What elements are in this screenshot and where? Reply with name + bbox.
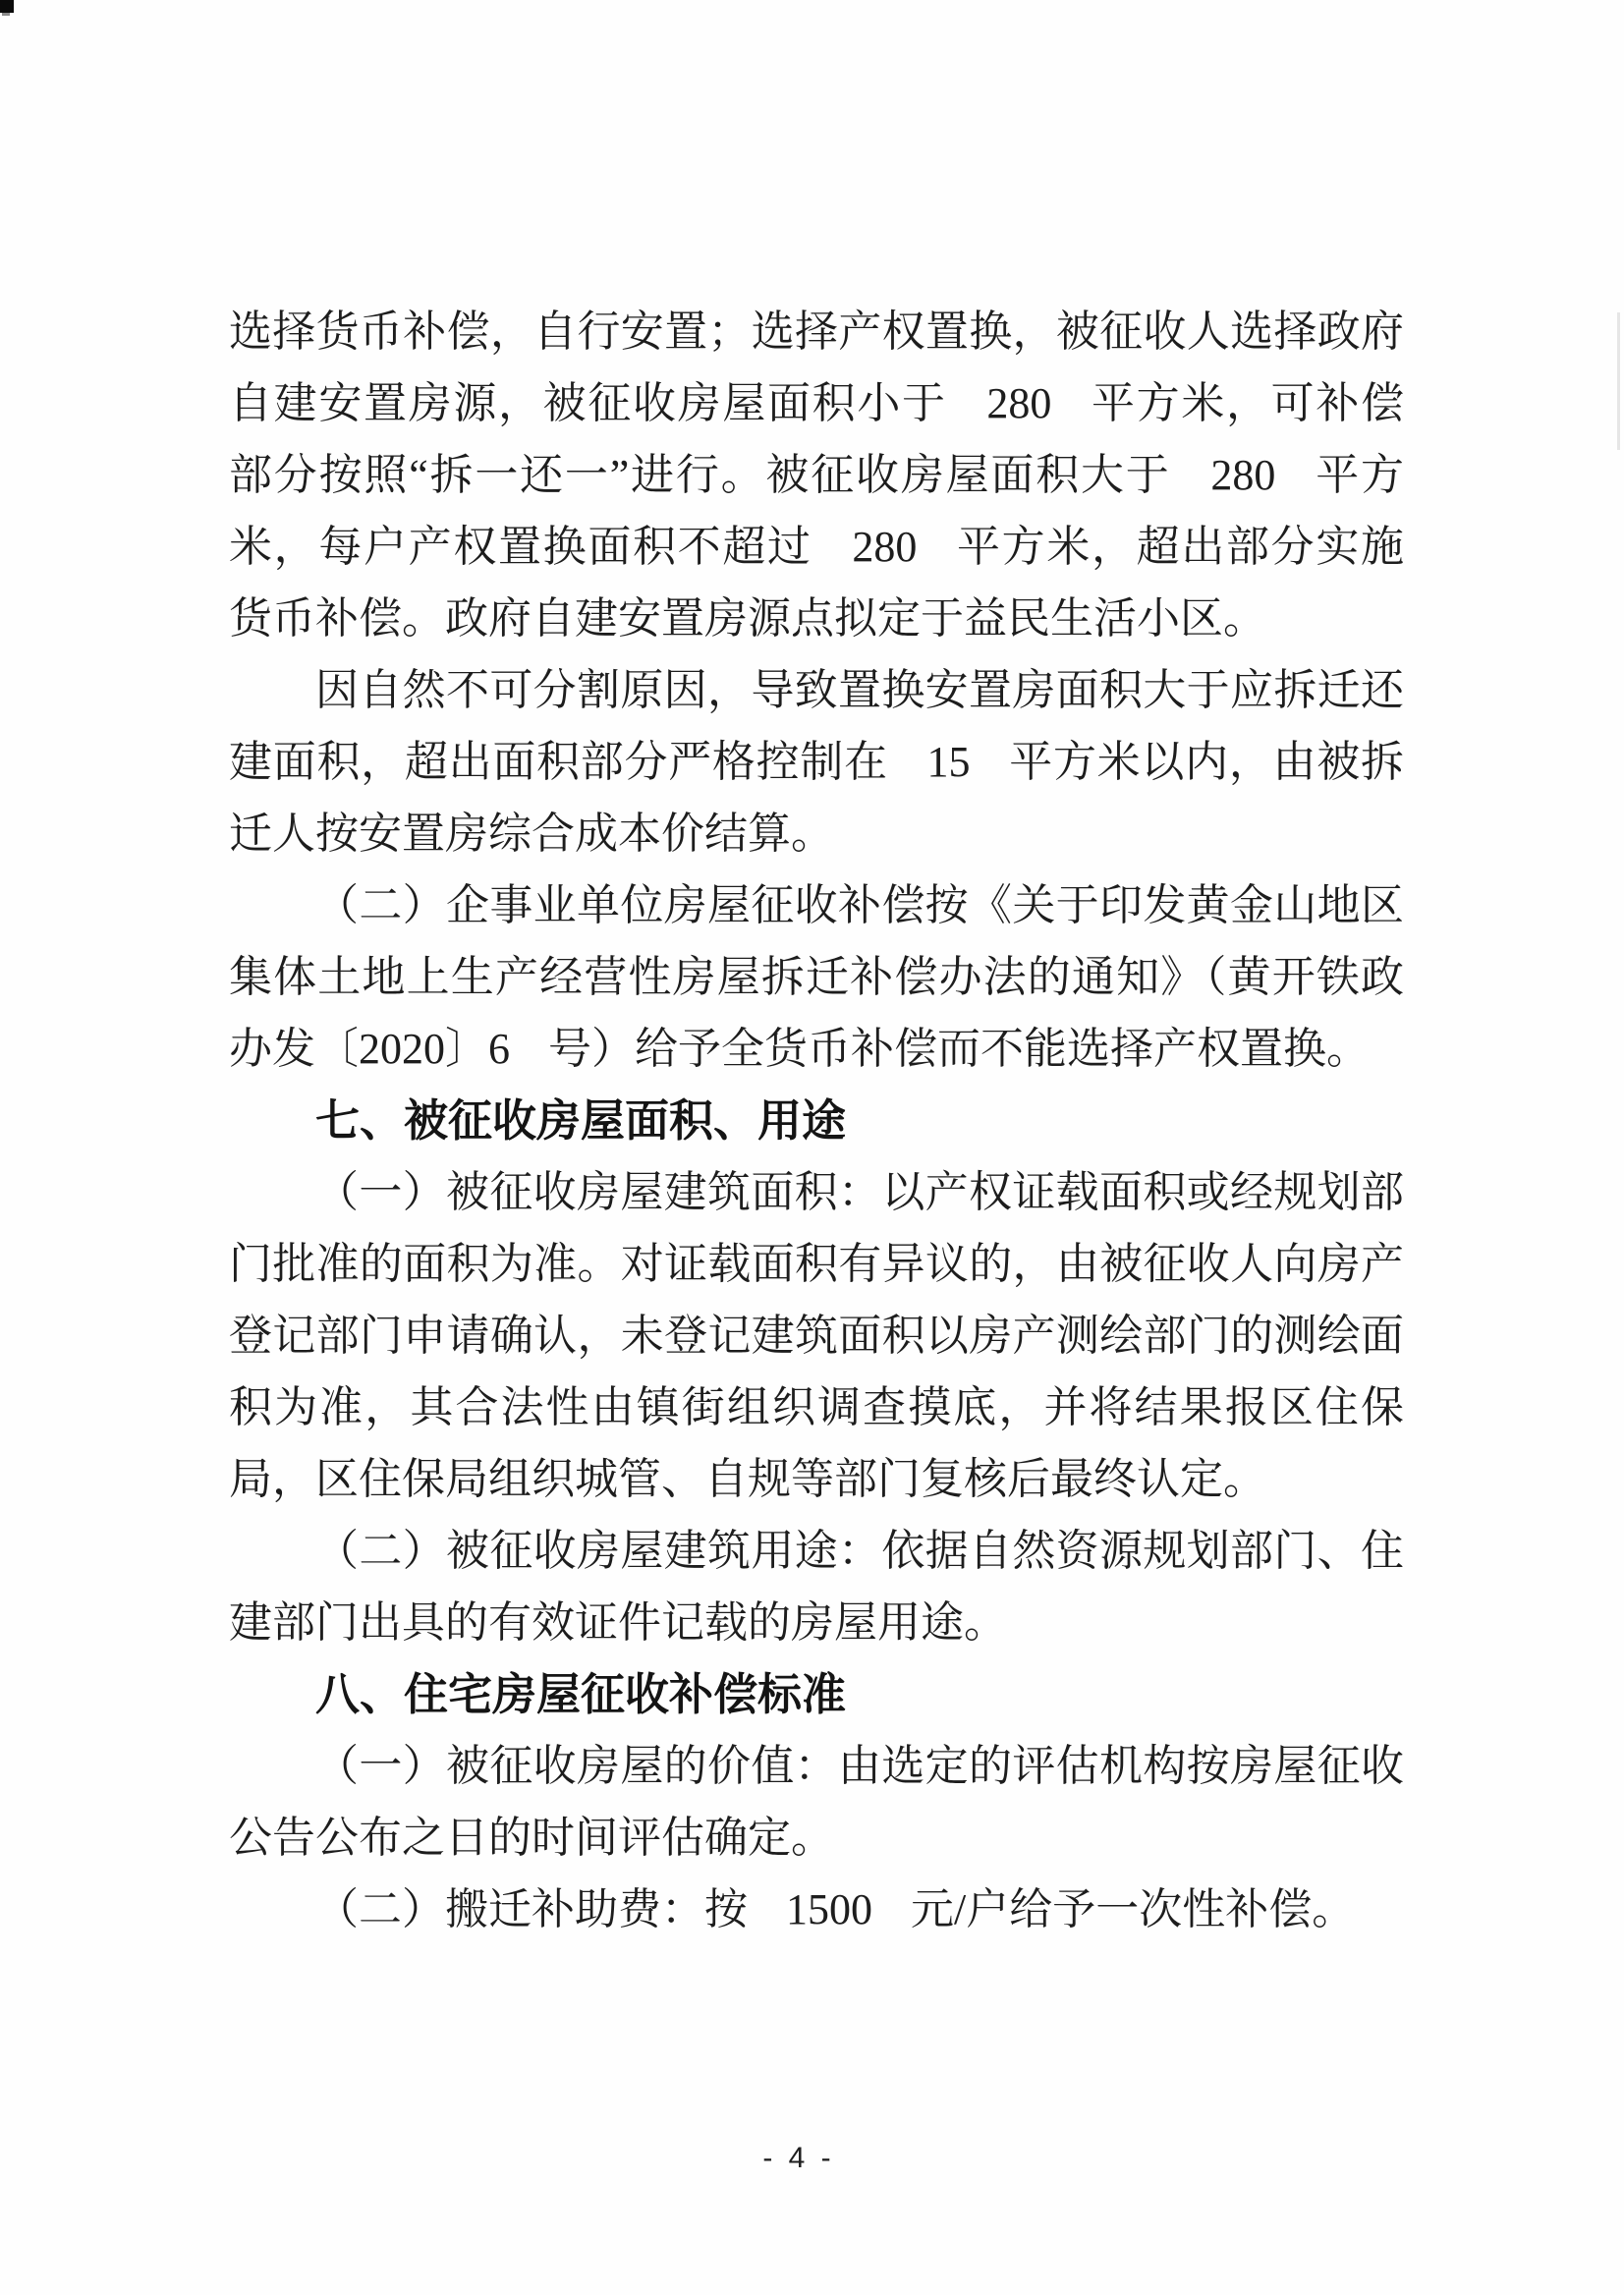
- paragraph: （一）被征收房屋建筑面积：以产权证载面积或经规划部门批准的面积为准。对证载面积有异议的，由被征收人向房产登记部门申请确认，未登记建筑面积以房产测绘部门的测绘面积为准，其合法性由镇街组织调查摸底，并将结果报区住保局，区住保局组织城管、自规等部门复核后最终认定。: [229, 1168, 1404, 1503]
- page-number: - 4 -: [762, 2142, 833, 2174]
- section-heading: 七、被征收房屋面积、用途: [315, 1095, 847, 1146]
- scan-artifact-edge-speck: [1617, 312, 1620, 450]
- paragraph: （一）被征收房屋的价值：由选定的评估机构按房屋征收公告公布之日的时间评估确定。: [229, 1742, 1404, 1862]
- paragraph: 因自然不可分割原因，导致置换安置房面积大于应拆迁还建面积，超出面积部分严格控制在 15 平方米以内，由被拆迁人按安置房综合成本价结算。: [229, 666, 1404, 858]
- paragraph: （二）企事业单位房屋征收补偿按《关于印发黄金山地区集体土地上生产经营性房屋拆迁补偿办法的通知》（黄开铁政办发〔2020〕6 号）给予全货币补偿而不能选择产权置换。: [229, 881, 1404, 1073]
- document-body: [229, 296, 1404, 1945]
- paragraph: （二）搬迁补助费：按 1500 元/户给予一次性补偿。: [315, 1885, 1356, 1933]
- paragraph: 选择货币补偿，自行安置；选择产权置换，被征收人选择政府自建安置房源，被征收房屋面积小于 280 平方米，可补偿部分按照“拆一还一”进行。被征收房屋面积大于 280 平方米，每户产权置换面积不超过 280 平方米，超出部分实施货币补偿。政府自建安置房源点拟定于益民生活小区。: [229, 308, 1404, 643]
- paragraph: （二）被征收房屋建筑用途：依据自然资源规划部门、住建部门出具的有效证件记载的房屋用途。: [229, 1527, 1404, 1647]
- section-heading: 八、住宅房屋征收补偿标准: [315, 1669, 847, 1719]
- scan-artifact-corner-mark: [0, 0, 14, 13]
